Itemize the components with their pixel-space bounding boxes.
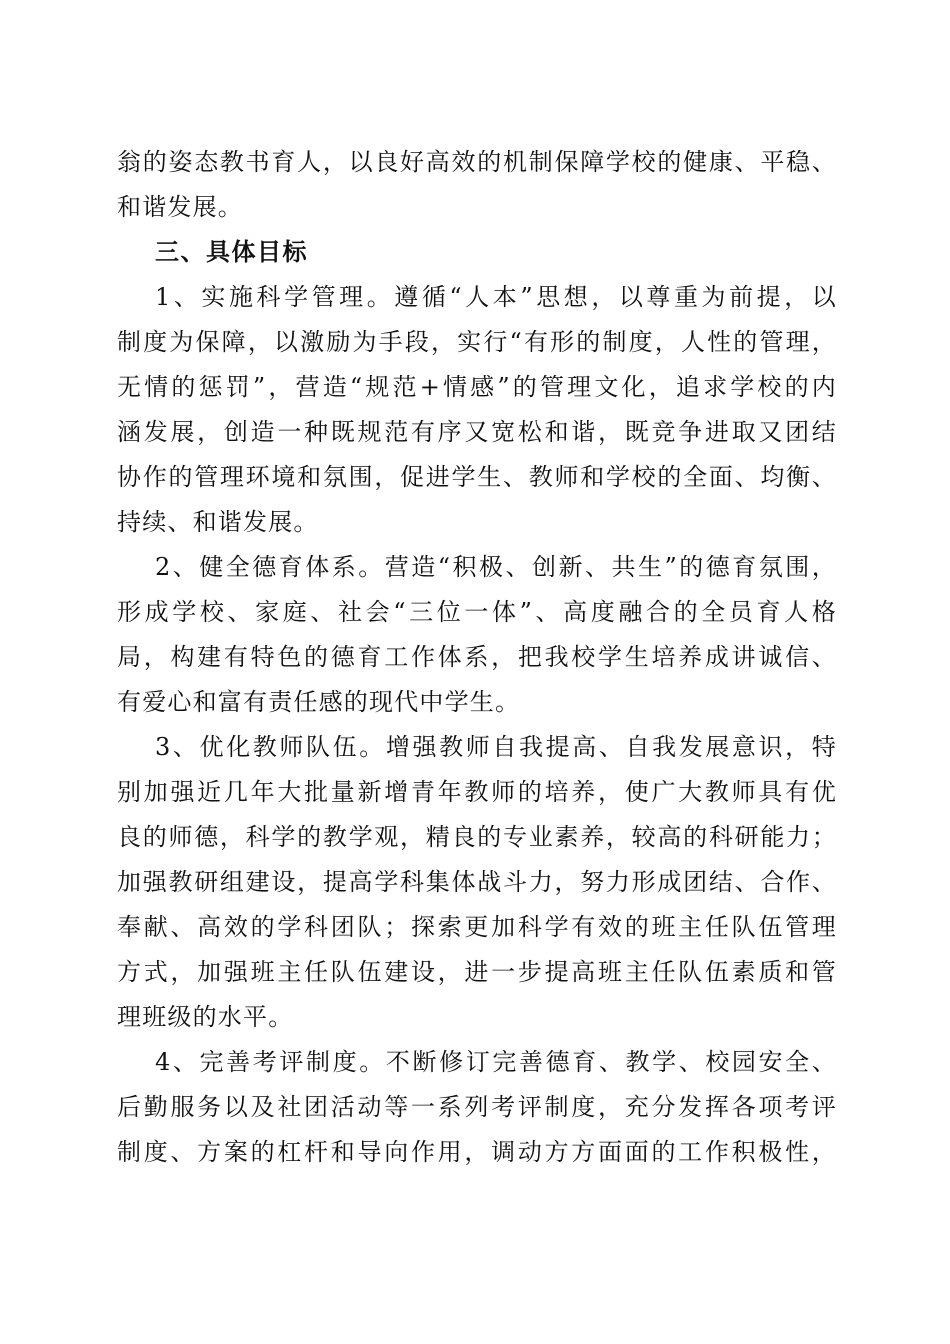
paragraph-line: 良的师德，科学的教学观，精良的专业素养，较高的科研能力； (117, 823, 837, 851)
paragraph-line: 协作的管理环境和氛围，促进学生、教师和学校的全面、均衡、 (117, 463, 837, 491)
paragraph-line: 制度为保障，以激励为手段，实行“有形的制度，人性的管理， (117, 328, 837, 356)
paragraph-line: 后勤服务以及社团活动等一系列考评制度，充分发挥各项考评 (117, 1093, 837, 1121)
section-heading: 三、具体目标 (155, 238, 308, 266)
paragraph-line: 持续、和谐发展。 (117, 508, 319, 536)
paragraph-line: 方式，加强班主任队伍建设，进一步提高班主任队伍素质和管 (117, 958, 837, 986)
paragraph-line: 4、完善考评制度。不断修订完善德育、教学、校园安全、 (155, 1048, 837, 1076)
paragraph-line: 形成学校、家庭、社会“三位一体”、高度融合的全员育人格 (117, 598, 837, 626)
paragraph-line: 奉献、高效的学科团队；探索更加科学有效的班主任队伍管理 (117, 913, 837, 941)
paragraph-line: 别加强近几年大批量新增青年教师的培养，使广大教师具有优 (117, 778, 837, 806)
paragraph-line: 有爱心和富有责任感的现代中学生。 (117, 688, 521, 716)
paragraph-line: 无情的惩罚”，营造“规范+情感”的管理文化，追求学校的内 (117, 373, 837, 401)
paragraph-line: 和谐发展。 (117, 193, 243, 221)
paragraph-line: 局，构建有特色的德育工作体系，把我校学生培养成讲诚信、 (117, 643, 837, 671)
paragraph-line: 翁的姿态教书育人，以良好高效的机制保障学校的健康、平稳、 (117, 148, 837, 176)
paragraph-line: 3、优化教师队伍。增强教师自我提高、自我发展意识，特 (155, 733, 837, 761)
paragraph-line: 制度、方案的杠杆和导向作用，调动方方面面的工作积极性， (117, 1138, 837, 1166)
paragraph-line: 加强教研组建设，提高学科集体战斗力，努力形成团结、合作、 (117, 868, 837, 896)
paragraph-line: 理班级的水平。 (117, 1003, 294, 1031)
paragraph-line: 涵发展，创造一种既规范有序又宽松和谐，既竞争进取又团结 (117, 418, 837, 446)
paragraph-line: 1、实施科学管理。遵循“人本”思想，以尊重为前提，以 (155, 283, 837, 311)
paragraph-line: 2、健全德育体系。营造“积极、创新、共生”的德育氛围， (155, 553, 837, 581)
document-body (117, 140, 837, 1175)
